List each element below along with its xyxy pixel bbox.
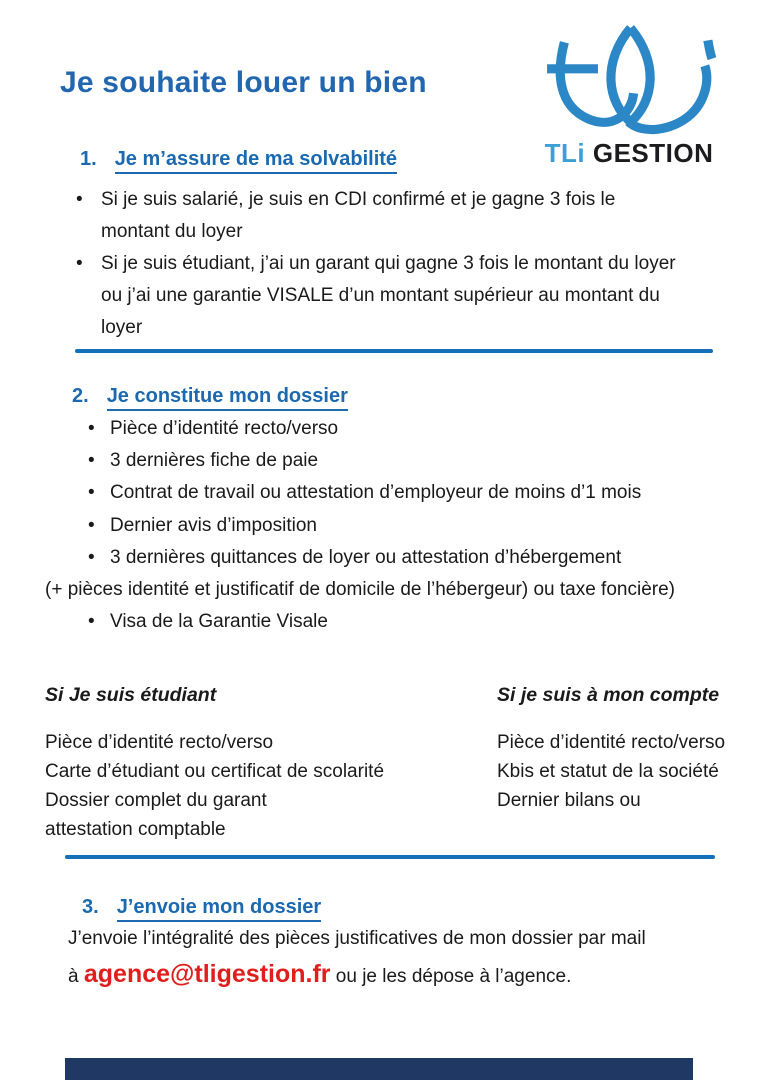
list-item: Kbis et statut de la société [497,761,719,782]
profile-columns [45,684,730,844]
page-title: Je souhaite louer un bien [60,66,427,99]
logo-wordmark [533,138,725,169]
section-divider [65,855,715,859]
list-item-continuation: (+ pièces identité et justificatif de domicile de l’hébergeur) ou taxe foncière) [45,579,675,601]
list-item: Pièce d’identité recto/verso [497,732,726,753]
section-number: 2. [72,385,89,407]
section-heading-text: Je m’assure de ma solvabilité [115,148,397,174]
list-item: • Si je suis salarié, je suis en CDI confirmé et je gagne 3 fois le montant du loyer [74,184,686,248]
self-employed-column [497,684,730,844]
logo-name: TLi [544,138,586,168]
list-item: • Si je suis étudiant, j’ai un garant qui gagne 3 fois le montant du loyer ou j’ai une garantie VISALE d’un montant supérieur au montant du loyer [74,248,686,344]
solvency-bullet-list [74,184,686,344]
footer-accent-bar [65,1058,693,1080]
email-suffix: ou je les dépose à l’agence. [330,966,572,987]
send-instructions: J’envoie l’intégralité des pièces justificatives de mon dossier par mail [68,928,646,949]
section-divider [75,349,713,353]
section-heading-text: J’envoie mon dossier [117,896,322,922]
list-item: • 3 dernières fiche de paie [45,445,700,477]
section-heading-text: Je constitue mon dossier [107,385,348,411]
agency-email-link[interactable]: agence@tligestion.fr [83,960,331,988]
tli-logo-icon [533,22,725,136]
list-item: Carte d’étudiant ou certificat de scolarité [45,761,385,782]
list-item: • Contrat de travail ou attestation d’employeur de moins d’1 mois [45,477,700,509]
company-logo [533,22,725,169]
list-item: Dossier complet du garant [45,790,267,811]
list-item: • Dernier avis d’imposition [45,510,700,542]
list-item: attestation comptable [45,819,226,840]
section-number: 3. [82,896,99,918]
section-heading-solvency [80,148,397,171]
email-prefix: à [68,966,84,987]
section-heading-send [82,896,321,919]
section-heading-dossier [72,385,348,408]
dossier-document-list [45,413,700,638]
list-item: Dernier bilans ou [497,790,641,811]
list-item: • Visa de la Garantie Visale [45,606,700,638]
list-item: Pièce d’identité recto/verso [45,732,274,753]
list-item: • Pièce d’identité recto/verso [45,413,700,445]
list-item: • 3 dernières quittances de loyer ou attestation d’hébergement [45,542,700,574]
student-column [45,684,497,844]
send-email-line [68,956,571,995]
section-number: 1. [80,148,97,170]
self-employed-column-header: Si je suis à mon compte [497,684,720,706]
logo-suffix: GESTION [592,138,714,168]
student-column-header: Si Je suis étudiant [45,684,217,706]
